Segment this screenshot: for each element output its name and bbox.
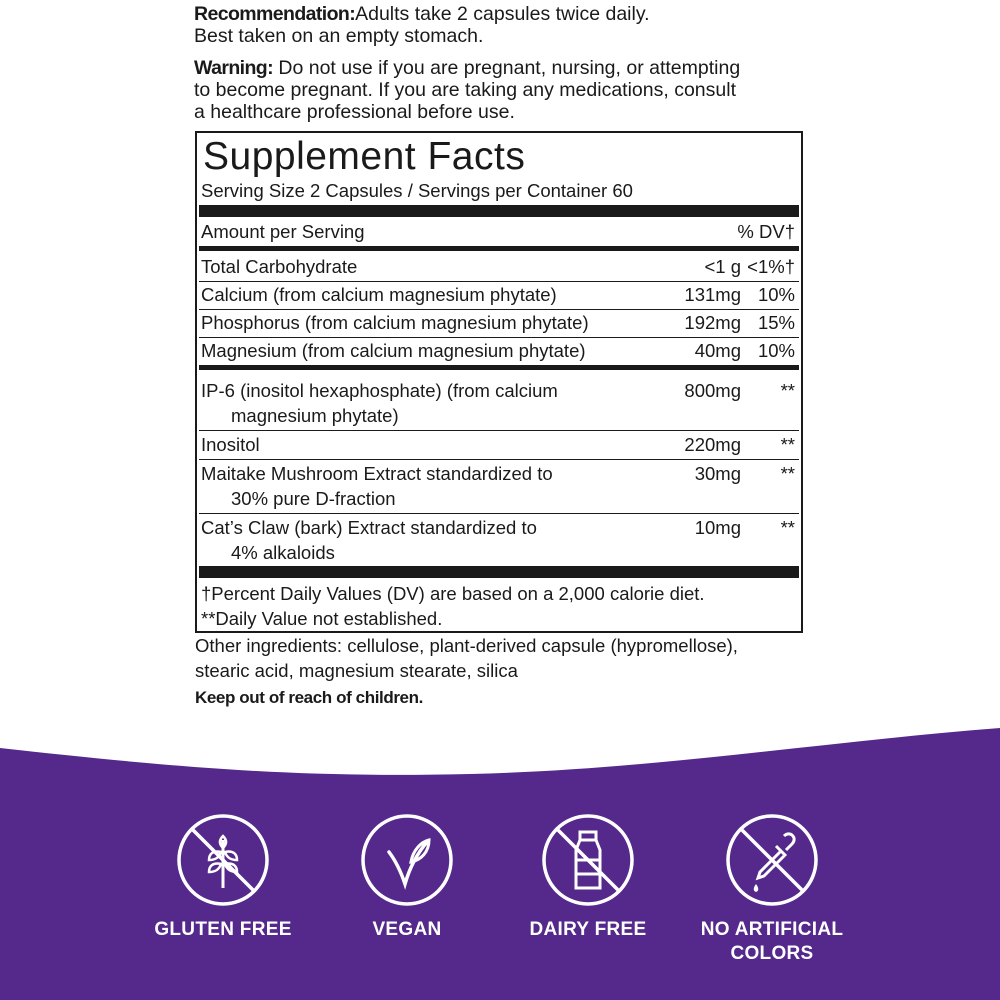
warning-label: Warning: (194, 57, 273, 79)
badge-label-2: COLORS (730, 943, 814, 964)
warning (194, 57, 834, 123)
nutrient-name: Phosphorus (from calcium magnesium phytate) (201, 312, 589, 333)
nutrient-dv: 15% (757, 312, 795, 333)
badge-dairy-free (488, 918, 688, 942)
badge-vegan (307, 918, 507, 942)
nutrient-name-line1: Maitake Mushroom Extract standardized to (201, 463, 553, 484)
thick-divider (199, 566, 799, 578)
recommendation-label: Recommendation: (194, 3, 356, 25)
nutrient-name: Calcium (from calcium magnesium phytate) (201, 284, 557, 305)
nutrient-amount: <1 g (704, 256, 741, 277)
row-divider (199, 459, 799, 460)
nutrient-dv: <1%† (747, 256, 795, 277)
nutrient-amount: 800mg (684, 380, 741, 401)
recommendation (194, 3, 650, 47)
supplement-facts-panel (195, 131, 803, 633)
nutrient-name: Magnesium (from calcium magnesium phytate) (201, 340, 586, 361)
nutrient-amount: 131mg (684, 284, 741, 305)
child-warning: Keep out of reach of children. (195, 688, 423, 707)
nutrient-name (201, 461, 651, 511)
nutrient-name-line1: IP-6 (inositol hexaphosphate) (from calcium (201, 380, 558, 401)
other-ingredients (195, 633, 845, 683)
medium-divider (199, 365, 799, 370)
nutrient-name: Total Carbohydrate (201, 256, 358, 277)
nutrient-name (201, 515, 651, 565)
row-divider (199, 513, 799, 514)
amount-header: Amount per Serving (201, 221, 365, 242)
nutrient-dv: ** (780, 463, 795, 484)
nutrient-dv: ** (780, 517, 795, 538)
warning-text-2: to become pregnant. If you are taking any medications, consult (194, 79, 736, 101)
nutrient-amount: 220mg (684, 434, 741, 455)
nutrient-dv: 10% (757, 284, 795, 305)
badge-label: DAIRY FREE (529, 919, 647, 940)
nutrient-name-line2: magnesium phytate) (231, 405, 399, 426)
nutrient-amount: 10mg (694, 517, 741, 538)
footnote-not-established: **Daily Value not established. (201, 608, 443, 629)
dv-header: % DV† (737, 221, 795, 242)
nutrient-name-line1: Cat’s Claw (bark) Extract standardized to (201, 517, 537, 538)
badge-label: NO ARTIFICIAL (700, 919, 844, 940)
footnote-dv: †Percent Daily Values (DV) are based on a 2,000 calorie diet. (201, 583, 705, 604)
nutrient-dv: ** (780, 434, 795, 455)
recommendation-text: Adults take 2 capsules twice daily. (355, 3, 650, 25)
milk-bottle-crossed-icon (540, 812, 636, 908)
nutrient-amount: 40mg (694, 340, 741, 361)
other-ingredients-line2: stearic acid, magnesium stearate, silica (195, 660, 518, 681)
serving-size: Serving Size 2 Capsules / Servings per Container 60 (201, 180, 633, 201)
thick-divider (199, 205, 799, 217)
nutrient-amount: 192mg (684, 312, 741, 333)
nutrient-dv: ** (780, 380, 795, 401)
nutrient-amount: 30mg (694, 463, 741, 484)
vegan-leaf-icon (359, 812, 455, 908)
badge-label: VEGAN (372, 919, 442, 940)
badge-no-artificial-colors (672, 918, 872, 966)
medium-divider (199, 246, 799, 251)
facts-title: Supplement Facts (203, 135, 526, 178)
warning-text-3: a healthcare professional before use. (194, 101, 515, 123)
recommendation-text-2: Best taken on an empty stomach. (194, 25, 484, 47)
nutrient-name-line2: 4% alkaloids (231, 542, 335, 563)
badge-gluten-free (123, 918, 323, 942)
wheat-crossed-icon (175, 812, 271, 908)
row-divider (199, 430, 799, 431)
other-ingredients-line1: Other ingredients: cellulose, plant-derived capsule (hypromellose), (195, 635, 738, 656)
nutrient-name (201, 378, 651, 428)
nutrient-name: Inositol (201, 434, 260, 455)
badge-label: GLUTEN FREE (154, 919, 292, 940)
dropper-crossed-icon (724, 812, 820, 908)
nutrient-name-line2: 30% pure D-fraction (231, 488, 396, 509)
warning-text: Do not use if you are pregnant, nursing, or attempting (272, 57, 741, 79)
nutrient-dv: 10% (757, 340, 795, 361)
